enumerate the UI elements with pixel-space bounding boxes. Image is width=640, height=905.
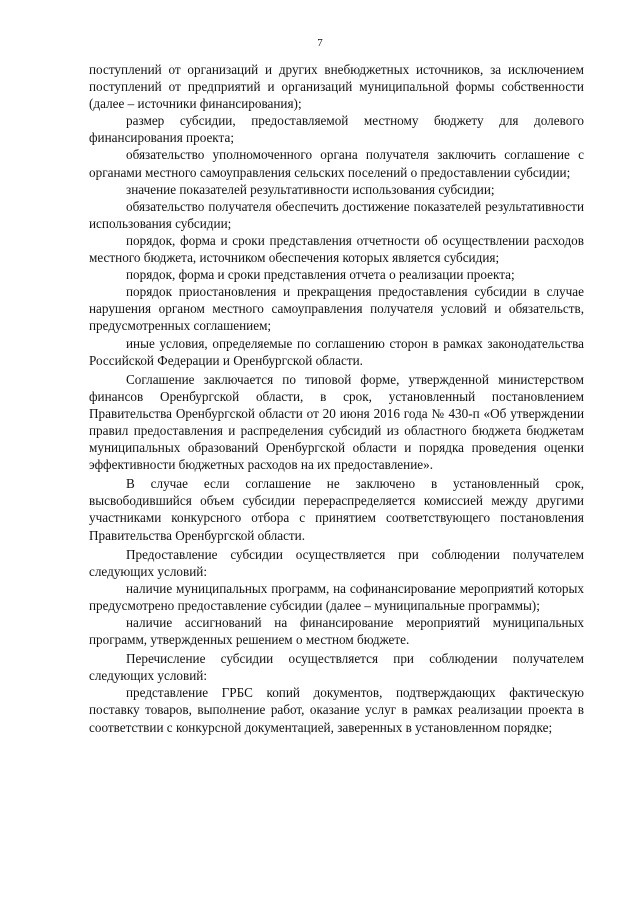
paragraph-indicator-achievement: обязательство получателя обеспечить достижение показателей результативности использования субсидии; — [89, 198, 584, 231]
paragraph-municipal-programs: наличие муниципальных программ, на софинансирование мероприятий которых предусмотрено предоставление субсидии (далее – муниципальные программы); — [89, 580, 584, 613]
paragraph-provision-conditions: Предоставление субсидии осуществляется при соблюдении получателем следующих условий: — [89, 546, 584, 579]
paragraph-redistribution: В случае если соглашение не заключено в установленный срок, высвободившийся объем субсидии перераспределяется комиссией между другими участниками конкурсного отбора с принятием соответствующего постановления Правительства Оренбургской области. — [89, 476, 584, 543]
paragraph-subsidy-amount: размер субсидии, предоставляемой местному бюджету для долевого финансирования проекта; — [89, 113, 584, 146]
paragraph-reporting-expenses: порядок, форма и сроки представления отчетности об осуществлении расходов местного бюджета, источником обеспечения которых является субсидия; — [89, 232, 584, 266]
paragraph-transfer-conditions: Перечисление субсидии осуществляется при соблюдении получателем следующих условий: — [89, 651, 584, 684]
paragraph-funding-sources: поступлений от организаций и других внебюджетных источников, за исключением поступлений от предприятий и организаций муниципальной формы собственности (далее – источники финансирования); — [89, 62, 584, 112]
page-number: 7 — [317, 37, 323, 49]
paragraph-indicator-values: значение показателей результативности использования субсидии; — [126, 181, 495, 197]
document-body — [89, 61, 584, 736]
paragraph-suspension-order: порядок приостановления и прекращения предоставления субсидии в случае нарушения органом местного самоуправления получателя условий и обязательств, предусмотренных соглашением; — [89, 284, 584, 334]
paragraph-other-conditions: иные условия, определяемые по соглашению сторон в рамках законодательства Российской Федерации и Оренбургской области. — [89, 335, 584, 368]
paragraph-documents-submission: представление ГРБС копий документов, подтверждающих фактическую поставку товаров, выполнение работ, оказание услуг в рамках реализации проекта в соответствии с конкурсной документацией, заверенных в установленном порядке; — [89, 685, 584, 735]
paragraph-agreement-form: Соглашение заключается по типовой форме, утвержденной министерством финансов Оренбургской области, в срок, установленный постановлением Правительства Оренбургской области от 20 июня 2016 года № 430-п «Об утверждении правил предоставления и распределения субсидий из областного бюджета бюджетам муниципальных образований Оренбургской области и порядка проведения оценки эффективности бюджетных расходов на их предоставление». — [89, 371, 584, 473]
paragraph-project-report: порядок, форма и сроки представления отчета о реализации проекта; — [126, 267, 515, 283]
paragraph-allocations: наличие ассигнований на финансирование мероприятий муниципальных программ, утвержденных решением о местном бюджете. — [89, 615, 584, 648]
paragraph-agreement-obligation: обязательство уполномоченного органа получателя заключить соглашение с органами местного самоуправления сельских поселений о предоставлении субсидии; — [89, 147, 584, 180]
